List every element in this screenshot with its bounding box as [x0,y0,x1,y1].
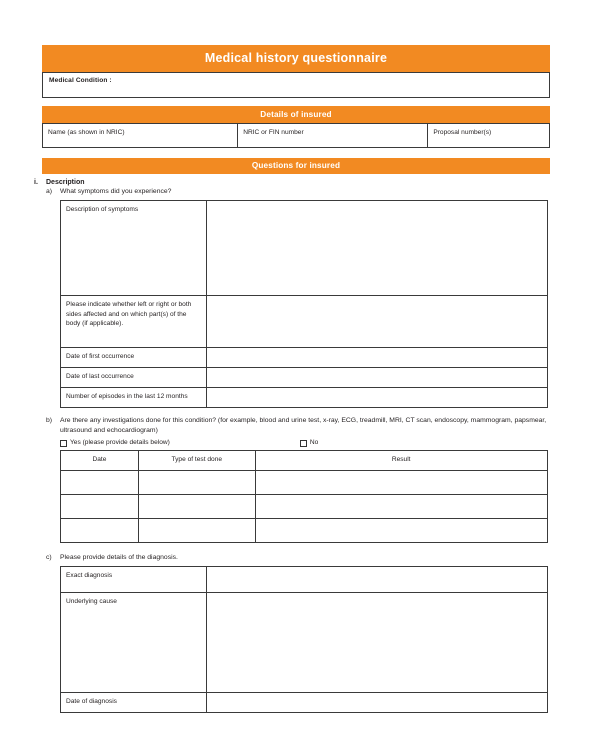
spacer [42,543,550,553]
section-numeral: i. [34,179,38,186]
last-occurrence-label-cell [61,368,207,388]
checkbox-no-icon[interactable] [300,440,307,447]
table-row [61,470,548,494]
table-header-row [61,450,548,470]
table-row [61,368,548,388]
table-row [61,201,548,296]
table-row [61,566,548,592]
section-heading-text: Description [46,179,85,186]
document-title: Medical history questionnaire [42,45,550,72]
spacer [42,98,550,106]
insured-proposal-label: Proposal number(s) [433,128,492,136]
col-header-test-type: Type of test done [138,450,255,470]
medical-condition-label: Medical Condition : [49,77,112,84]
table-row [61,518,548,542]
questions-for-insured-banner: Questions for insured [42,158,550,175]
test-result-input[interactable] [255,470,547,494]
table-row [61,494,548,518]
checkbox-yes-icon[interactable] [60,440,67,447]
insured-nric-label: NRIC or FIN number [243,128,304,136]
question-a [42,187,550,197]
test-type-input[interactable] [138,470,255,494]
question-a-marker: a) [46,188,53,195]
col-header-date: Date [61,450,139,470]
test-date-input[interactable] [61,518,139,542]
symptoms-description-label-cell [61,201,207,296]
table-row [43,123,550,147]
checkbox-yes-label: Yes (please provide details below) [70,438,170,446]
col-header-result: Result [255,450,547,470]
underlying-cause-label-cell [61,592,207,692]
last-occurrence-label: Date of last occurrence [66,373,134,381]
symptoms-table [60,200,548,408]
diagnosis-table [60,566,548,713]
question-b [42,416,550,436]
symptoms-side-label-cell [61,296,207,348]
date-of-diagnosis-input[interactable] [207,692,548,712]
episodes-count-label: Number of episodes in the last 12 months [66,393,188,401]
test-result-input[interactable] [255,518,547,542]
details-of-insured-table [42,123,550,148]
form-container [34,45,550,713]
test-type-input[interactable] [138,518,255,542]
table-row [61,592,548,692]
insured-nric-cell[interactable] [238,123,428,147]
date-of-diagnosis-label-cell [61,692,207,712]
insured-proposal-cell[interactable] [428,123,550,147]
spacer [42,408,550,416]
exact-diagnosis-input[interactable] [207,566,548,592]
first-occurrence-label-cell [61,348,207,368]
table-row [61,296,548,348]
test-result-input[interactable] [255,494,547,518]
first-occurrence-label: Date of first occurrence [66,353,135,361]
section-description-heading [34,179,550,186]
table-row [61,692,548,712]
underlying-cause-label: Underlying cause [66,597,117,605]
question-c-marker: c) [46,553,52,561]
date-of-diagnosis-label: Date of diagnosis [66,697,117,705]
episodes-count-label-cell [61,388,207,408]
exact-diagnosis-label-cell [61,566,207,592]
question-b-text: Are there any investigations done for this condition? (for example, blood and urine test, x-ray, ECG, treadmill, MRI, CT scan, endoscopy, mammogram, papsmear, ultrasound and echocardiogram) [60,417,547,435]
test-type-input[interactable] [138,494,255,518]
question-b-marker: b) [46,417,53,425]
spacer [42,148,550,158]
table-row [61,388,548,408]
last-occurrence-input[interactable] [207,368,548,388]
question-a-text: What symptoms did you experience? [60,188,172,195]
first-occurrence-input[interactable] [207,348,548,368]
test-date-input[interactable] [61,470,139,494]
symptoms-description-input[interactable] [207,201,548,296]
insured-name-label: Name (as shown in NRIC) [48,128,125,136]
investigations-table [60,450,548,543]
investigations-options [42,440,550,447]
insured-name-cell[interactable] [43,123,238,147]
exact-diagnosis-label: Exact diagnosis [66,571,113,579]
checkbox-no-label: No [309,438,319,446]
question-c-text: Please provide details of the diagnosis. [60,553,178,561]
question-c [42,553,550,563]
medical-condition-field[interactable] [42,72,550,98]
symptoms-description-label: Description of symptoms [66,206,139,214]
episodes-count-input[interactable] [207,388,548,408]
symptoms-side-label: Please indicate whether left or right or both sides affected and on which part(s) of the body (if applicable). [66,301,192,328]
underlying-cause-input[interactable] [207,592,548,692]
test-date-input[interactable] [61,494,139,518]
details-of-insured-banner: Details of insured [42,106,550,123]
table-row [61,348,548,368]
symptoms-side-input[interactable] [207,296,548,348]
